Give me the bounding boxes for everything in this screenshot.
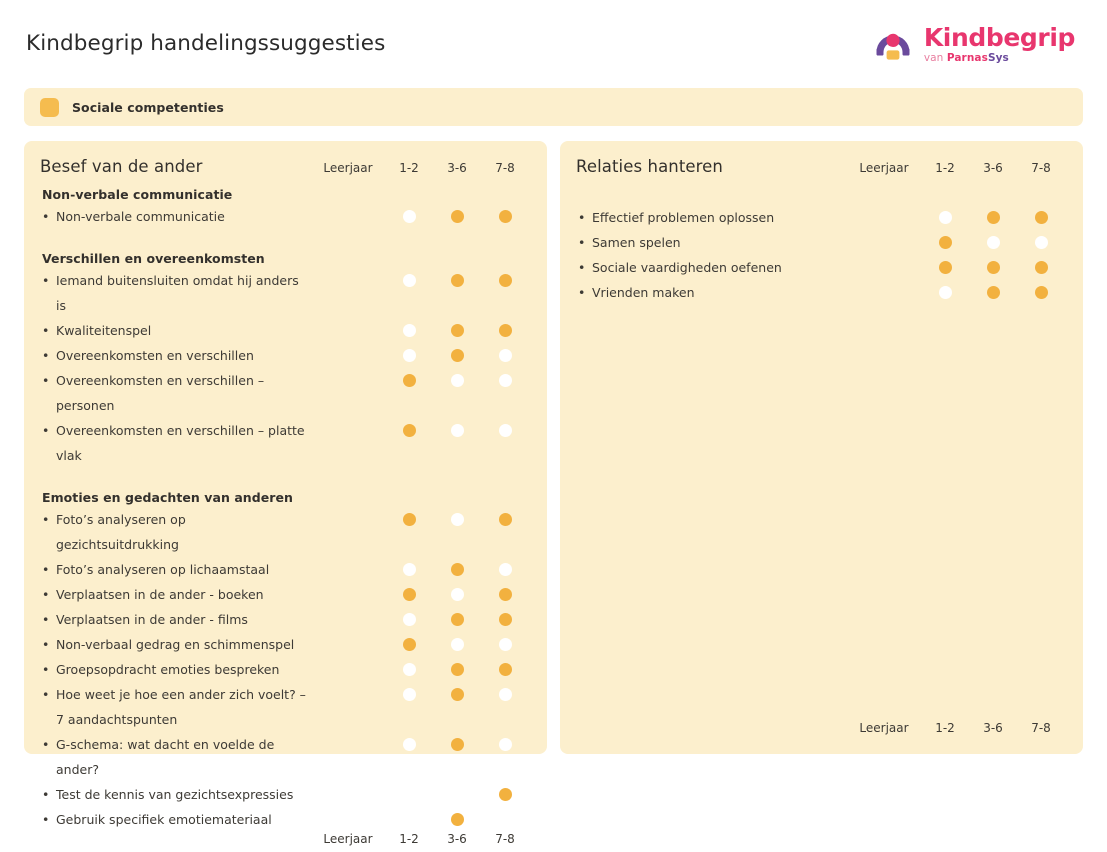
status-dot	[499, 663, 512, 676]
status-dot	[403, 210, 416, 223]
legend-bar	[24, 88, 1083, 126]
legend-label: Sociale competenties	[72, 99, 224, 115]
row-label	[40, 682, 311, 732]
table-row[interactable]	[40, 343, 529, 368]
dot-cell-7-8[interactable]	[481, 557, 529, 582]
dot-cell-1-2[interactable]	[385, 657, 433, 682]
dot-cell-3-6[interactable]	[969, 205, 1017, 230]
panel-columns	[24, 141, 1083, 846]
row-label	[576, 280, 847, 305]
dot-cell-3-6[interactable]	[433, 582, 481, 607]
status-dot	[403, 663, 416, 676]
dot-cell-1-2[interactable]	[921, 280, 969, 305]
table-row[interactable]	[40, 204, 529, 229]
group-verschillen-en-overeenkomsten	[40, 247, 529, 468]
column-header-3-6: 3-6	[447, 161, 467, 175]
dot-cell-3-6[interactable]	[433, 318, 481, 343]
row-label	[40, 557, 311, 582]
bullet-icon: •	[42, 612, 50, 627]
dot-cell-7-8[interactable]	[481, 368, 529, 393]
status-dot	[987, 261, 1000, 274]
status-dot	[451, 688, 464, 701]
bullet-icon: •	[42, 209, 50, 224]
group-title: Verschillen en overeenkomsten	[42, 251, 265, 266]
dot-cell-7-8[interactable]	[481, 607, 529, 632]
panel-besef-van-de-ander	[24, 141, 547, 846]
status-dot	[939, 261, 952, 274]
row-text: Foto’s analyseren op lichaamstaal	[56, 562, 270, 577]
dot-cell-7-8[interactable]	[481, 582, 529, 607]
dot-cell-3-6[interactable]	[433, 268, 481, 293]
status-dot	[1035, 261, 1048, 274]
footer-header-3-6: 3-6	[447, 832, 467, 846]
dot-cell-7-8[interactable]	[1017, 280, 1065, 305]
status-dot	[403, 738, 416, 751]
status-dot	[451, 424, 464, 437]
panel-title: Besef van de ander	[40, 157, 203, 176]
dot-cell-3-6[interactable]	[433, 204, 481, 229]
dot-cell-3-6[interactable]	[433, 732, 481, 757]
status-dot	[403, 324, 416, 337]
bullet-icon: •	[42, 273, 50, 288]
row-text: Non-verbaal gedrag en schimmenspel	[56, 637, 295, 652]
status-dot	[499, 349, 512, 362]
row-label	[40, 418, 311, 468]
group-spacer	[576, 194, 1065, 205]
logo-word: Kindbegrip	[923, 22, 1075, 52]
dot-cell-1-2[interactable]	[385, 807, 433, 832]
row-text: Overeenkomsten en verschillen – platte vlak	[56, 423, 305, 463]
dot-cell-7-8[interactable]	[481, 507, 529, 532]
status-dot	[403, 424, 416, 437]
row-label	[40, 657, 311, 682]
group-emoties-en-gedachten-van-anderen	[40, 486, 529, 832]
row-label	[40, 632, 311, 657]
column-header-7-8: 7-8	[1031, 161, 1051, 175]
dot-cell-7-8[interactable]	[481, 782, 529, 807]
row-text: Sociale vaardigheden oefenen	[592, 260, 782, 275]
dot-cell-3-6[interactable]	[433, 607, 481, 632]
row-label	[40, 318, 311, 343]
status-dot	[403, 688, 416, 701]
bullet-icon: •	[578, 260, 586, 275]
row-text: Hoe weet je hoe een ander zich voelt? – 7 aandachtspunten	[56, 687, 306, 727]
dot-cell-1-2[interactable]	[385, 318, 433, 343]
row-label	[40, 368, 311, 418]
group-non-verbale-communicatie	[40, 183, 529, 229]
status-dot	[403, 349, 416, 362]
table-row[interactable]	[40, 607, 529, 632]
status-dot	[499, 688, 512, 701]
panel-body	[576, 187, 1065, 708]
status-dot	[403, 513, 416, 526]
status-dot	[499, 324, 512, 337]
row-label	[576, 205, 847, 230]
status-dot	[987, 211, 1000, 224]
bullet-icon: •	[42, 512, 50, 527]
dot-cell-7-8[interactable]	[1017, 205, 1065, 230]
status-dot	[451, 274, 464, 287]
logo-sub-parnas: Parnas	[946, 51, 988, 64]
logo-wordmark	[923, 22, 1075, 64]
dot-cell-1-2[interactable]	[385, 607, 433, 632]
legend-color-swatch-icon	[40, 98, 59, 117]
panel-header	[576, 157, 1065, 187]
bullet-icon: •	[42, 787, 50, 802]
dot-cell-1-2[interactable]	[385, 782, 433, 807]
dot-cell-3-6[interactable]	[433, 507, 481, 532]
status-dot	[451, 210, 464, 223]
dot-cell-3-6[interactable]	[433, 368, 481, 393]
column-header-leerjaar: Leerjaar	[323, 161, 373, 175]
table-row[interactable]	[40, 368, 529, 418]
table-row[interactable]	[40, 657, 529, 682]
dot-cell-7-8[interactable]	[1017, 255, 1065, 280]
status-dot	[499, 588, 512, 601]
footer-header-leerjaar: Leerjaar	[859, 721, 909, 735]
row-label	[576, 255, 847, 280]
column-header-3-6: 3-6	[983, 161, 1003, 175]
dot-cell-7-8[interactable]	[481, 343, 529, 368]
status-dot	[939, 236, 952, 249]
page-title: Kindbegrip handelingssuggesties	[26, 31, 386, 57]
status-dot	[451, 349, 464, 362]
table-row[interactable]	[576, 230, 1065, 255]
table-row[interactable]	[40, 318, 529, 343]
dot-cell-7-8[interactable]	[481, 318, 529, 343]
dot-cell-7-8[interactable]	[481, 682, 529, 707]
row-text: Non-verbale communicatie	[56, 209, 225, 224]
kindbegrip-logo	[871, 22, 1083, 66]
dot-cell-1-2[interactable]	[385, 507, 433, 532]
status-dot	[939, 211, 952, 224]
bullet-icon: •	[42, 323, 50, 338]
row-text: Test de kennis van gezichtsexpressies	[56, 787, 294, 802]
dot-cell-7-8[interactable]	[481, 657, 529, 682]
dot-cell-3-6[interactable]	[433, 782, 481, 807]
bullet-icon: •	[578, 210, 586, 225]
status-dot	[403, 613, 416, 626]
footer-header-1-2: 1-2	[399, 832, 419, 846]
kindbegrip-logo-icon	[871, 22, 915, 66]
footer-header-7-8: 7-8	[1031, 721, 1051, 735]
dot-cell-3-6[interactable]	[433, 807, 481, 832]
bullet-icon: •	[42, 348, 50, 363]
row-text: Groepsopdracht emoties bespreken	[56, 662, 280, 677]
row-label	[40, 782, 311, 807]
table-row[interactable]	[576, 255, 1065, 280]
status-dot	[499, 638, 512, 651]
dot-cell-3-6[interactable]	[433, 557, 481, 582]
status-dot	[403, 813, 416, 826]
table-row[interactable]	[40, 807, 529, 832]
bullet-icon: •	[42, 423, 50, 438]
row-label	[40, 607, 311, 632]
status-dot	[499, 788, 512, 801]
status-dot	[451, 513, 464, 526]
status-dot	[499, 374, 512, 387]
dot-cell-1-2[interactable]	[385, 368, 433, 393]
dot-cell-7-8[interactable]	[481, 204, 529, 229]
status-dot	[499, 513, 512, 526]
panel-footer	[576, 708, 1065, 754]
row-label	[40, 343, 311, 368]
row-text: Overeenkomsten en verschillen – personen	[56, 373, 265, 413]
status-dot	[499, 424, 512, 437]
page-header	[24, 0, 1083, 88]
status-dot	[451, 663, 464, 676]
logo-subline	[924, 53, 1075, 64]
status-dot	[451, 563, 464, 576]
dot-cell-1-2[interactable]	[921, 255, 969, 280]
row-label	[40, 204, 311, 229]
dot-cell-1-2[interactable]	[385, 268, 433, 293]
dot-cell-1-2[interactable]	[385, 682, 433, 707]
table-row[interactable]	[40, 507, 529, 557]
panel-title: Relaties hanteren	[576, 157, 723, 176]
status-dot	[499, 563, 512, 576]
row-label	[40, 507, 311, 557]
row-text: Effectief problemen oplossen	[592, 210, 775, 225]
bullet-icon: •	[42, 637, 50, 652]
status-dot	[403, 274, 416, 287]
dot-cell-1-2[interactable]	[385, 632, 433, 657]
table-row[interactable]	[40, 682, 529, 732]
table-row[interactable]	[40, 557, 529, 582]
status-dot	[451, 638, 464, 651]
footer-header-leerjaar: Leerjaar	[323, 832, 373, 846]
status-dot	[451, 813, 464, 826]
status-dot	[451, 374, 464, 387]
footer-header-3-6: 3-6	[983, 721, 1003, 735]
dot-cell-3-6[interactable]	[433, 657, 481, 682]
status-dot	[1035, 286, 1048, 299]
status-dot	[499, 274, 512, 287]
table-row[interactable]	[40, 418, 529, 468]
dot-cell-1-2[interactable]	[385, 732, 433, 757]
panel-header	[40, 157, 529, 176]
column-header-1-2: 1-2	[935, 161, 955, 175]
table-row[interactable]	[576, 205, 1065, 230]
table-row[interactable]	[40, 732, 529, 782]
dot-cell-1-2[interactable]	[385, 204, 433, 229]
dot-cell-1-2[interactable]	[385, 582, 433, 607]
status-dot	[1035, 236, 1048, 249]
row-text: Kwaliteitenspel	[56, 323, 152, 338]
row-text: Overeenkomsten en verschillen	[56, 348, 254, 363]
status-dot	[499, 210, 512, 223]
status-dot	[451, 324, 464, 337]
dot-cell-1-2[interactable]	[385, 557, 433, 582]
column-header-7-8: 7-8	[495, 161, 515, 175]
row-text: Verplaatsen in de ander - films	[56, 612, 248, 627]
table-row[interactable]	[40, 582, 529, 607]
dot-cell-7-8[interactable]	[481, 268, 529, 293]
status-dot	[451, 588, 464, 601]
column-header-1-2: 1-2	[399, 161, 419, 175]
dot-cell-1-2[interactable]	[921, 205, 969, 230]
table-row[interactable]	[40, 632, 529, 657]
dot-cell-3-6[interactable]	[433, 682, 481, 707]
column-header-leerjaar: Leerjaar	[859, 161, 909, 175]
dot-cell-3-6[interactable]	[433, 418, 481, 443]
row-text: G-schema: wat dacht en voelde de ander?	[56, 737, 275, 777]
status-dot	[1035, 211, 1048, 224]
status-dot	[499, 613, 512, 626]
status-dot	[987, 286, 1000, 299]
status-dot	[451, 738, 464, 751]
status-dot	[403, 563, 416, 576]
dot-cell-7-8[interactable]	[481, 732, 529, 757]
dot-cell-3-6[interactable]	[433, 343, 481, 368]
dot-cell-7-8[interactable]	[481, 632, 529, 657]
dot-cell-7-8[interactable]	[1017, 230, 1065, 255]
row-text: Samen spelen	[592, 235, 681, 250]
dot-cell-3-6[interactable]	[969, 230, 1017, 255]
footer-header-1-2: 1-2	[935, 721, 955, 735]
row-label	[40, 807, 311, 832]
group-relaties	[576, 194, 1065, 305]
footer-header-7-8: 7-8	[495, 832, 515, 846]
row-text: Foto’s analyseren op gezichtsuitdrukking	[56, 512, 186, 552]
status-dot	[403, 788, 416, 801]
bullet-icon: •	[42, 687, 50, 702]
bullet-icon: •	[578, 285, 586, 300]
status-dot	[403, 588, 416, 601]
table-row[interactable]	[576, 280, 1065, 305]
row-text: Gebruik specifiek emotiemateriaal	[56, 812, 272, 827]
status-dot	[403, 638, 416, 651]
dot-cell-7-8[interactable]	[481, 418, 529, 443]
panel-relaties-hanteren	[560, 141, 1083, 754]
dot-cell-3-6[interactable]	[969, 255, 1017, 280]
status-dot	[939, 286, 952, 299]
bullet-icon: •	[578, 235, 586, 250]
status-dot	[451, 613, 464, 626]
row-text: Vrienden maken	[592, 285, 695, 300]
bullet-icon: •	[42, 812, 50, 827]
status-dot	[451, 788, 464, 801]
logo-sub-sys: Sys	[987, 51, 1009, 64]
table-row[interactable]	[40, 782, 529, 807]
logo-sub-van: van	[923, 51, 947, 64]
bullet-icon: •	[42, 373, 50, 388]
status-dot	[987, 236, 1000, 249]
dot-cell-3-6[interactable]	[969, 280, 1017, 305]
panel-body	[40, 176, 529, 832]
row-text: Verplaatsen in de ander - boeken	[56, 587, 264, 602]
dot-cell-3-6[interactable]	[433, 632, 481, 657]
dot-cell-1-2[interactable]	[921, 230, 969, 255]
row-label	[576, 230, 847, 255]
row-label	[40, 268, 311, 318]
group-title: Emoties en gedachten van anderen	[42, 490, 293, 505]
dot-cell-1-2[interactable]	[385, 418, 433, 443]
bullet-icon: •	[42, 737, 50, 752]
table-row[interactable]	[40, 268, 529, 318]
dot-cell-1-2[interactable]	[385, 343, 433, 368]
status-dot	[499, 813, 512, 826]
dot-cell-7-8[interactable]	[481, 807, 529, 832]
bullet-icon: •	[42, 587, 50, 602]
row-label	[40, 582, 311, 607]
panel-footer	[40, 832, 529, 852]
row-label	[40, 732, 311, 782]
bullet-icon: •	[42, 662, 50, 677]
row-text: Iemand buitensluiten omdat hij anders is	[56, 273, 299, 313]
status-dot	[403, 374, 416, 387]
group-title: Non-verbale communicatie	[42, 187, 233, 202]
status-dot	[499, 738, 512, 751]
bullet-icon: •	[42, 562, 50, 577]
